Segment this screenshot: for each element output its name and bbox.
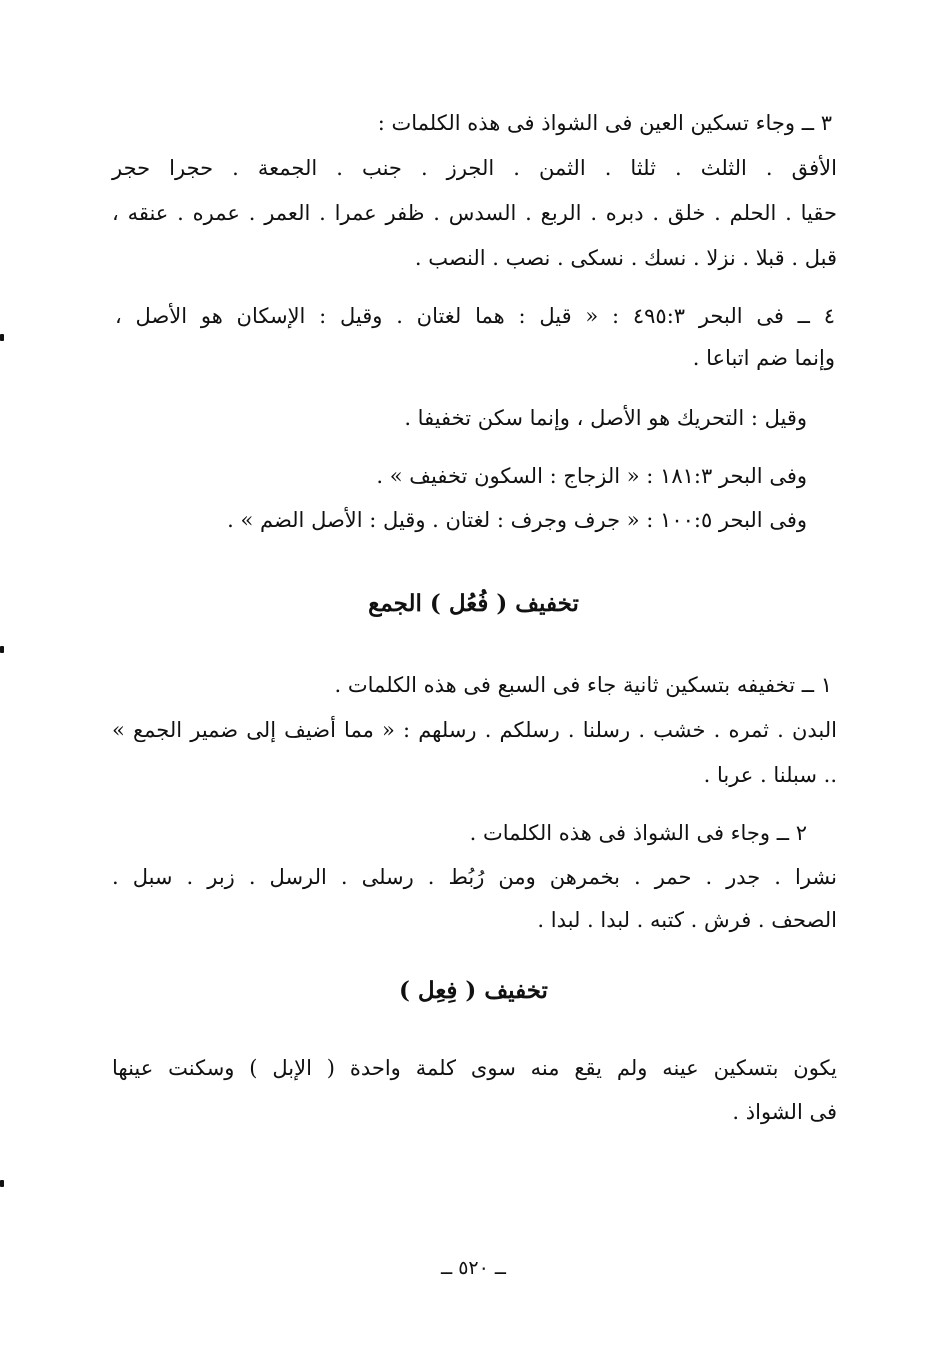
part3-line-2: فى الشواذ . [732,1100,837,1124]
part1-line-1: ١ ــ تخفيفه بتسكين ثانية جاء فى السبع فى هذه الكلمات . [334,673,832,697]
margin-mark [0,646,4,653]
part3-line-1: يكون بتسكين عينه ولم يقع منه سوى كلمة واحدة ( الإبل ) وسكنت عينها [112,1056,837,1080]
page-number: ــ ٥٢٠ ــ [441,1257,506,1279]
margin-mark [0,334,4,341]
section4-line-4: وفى البحر ١٨١:٣ : « الزجاج : السكون تخفيف » . [376,464,807,488]
part2-line-3: الصحف . فرش . كتبه . لبدا . لبدا . [537,908,837,932]
section-heading-fiil: تخفيف ( فِعِل ) [399,977,548,1004]
section3-list-line-1: الأفق . الثلث . ثلثا . الثمن . الجرز . جنب . الجمعة . حجرا حجر [112,156,837,180]
part2-line-1: ٢ ــ وجاء فى الشواذ فى هذه الكلمات . [469,821,807,845]
part1-line-2: البدن . ثمره . خشب . رسلنا . رسلكم . رسلهم : « مما أضيف إلى ضمير الجمع » [112,718,837,742]
section3-list-line-2: حقيا . الحلم . خلق . دبره . الربع . السدس . ظفر عمرا . العمر . عمره . عنقه ، [112,201,837,225]
section-heading-fuul-plural: تخفيف ( فُعُل ) الجمع [368,590,579,617]
margin-mark [0,1180,4,1187]
section3-intro: ٣ ــ وجاء تسكين العين فى الشواذ فى هذه الكلمات : [377,111,832,135]
section3-list-line-3: قبل . قبلا . نزلا . نسك . نسكى . نصب . النصب . [414,246,837,270]
part1-line-3: .. سبلنا . عربا . [703,763,837,787]
section4-line-2: وإنما ضم اتباعا . [692,346,835,370]
section4-line-5: وفى البحر ١٠٠:٥ : « جرف وجرف : لغتان . وقيل : الأصل الضم » . [227,508,807,532]
part2-line-2: نشرا . جدر . حمر . بخمرهن ومن رُبُط . رسلى . الرسل . زبر . سبل . [112,865,837,889]
section4-line-3: وقيل : التحريك هو الأصل ، وإنما سكن تخفيفا . [404,406,807,430]
section4-line-1: ٤ ــ فى البحر ٤٩٥:٣ : « قيل : هما لغتان . وقيل : الإسكان هو الأصل ، [115,304,835,328]
